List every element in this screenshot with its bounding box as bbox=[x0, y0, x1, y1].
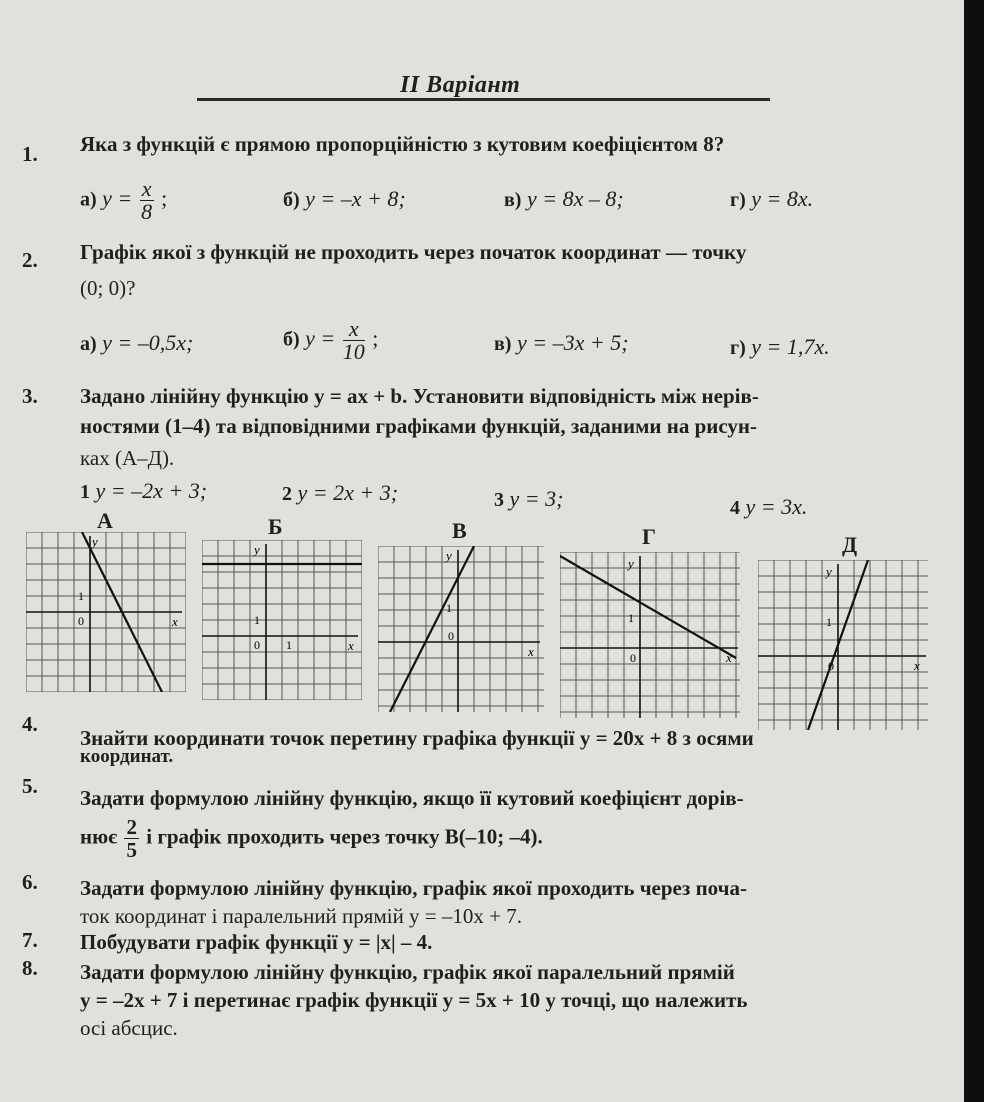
function-line bbox=[560, 556, 736, 658]
task-1-option-b bbox=[283, 186, 406, 212]
y-axis-label: y bbox=[628, 556, 634, 571]
origin-label: 0 bbox=[630, 651, 636, 665]
task-4-line-1: Знайти координати точок перетину графіка функції y = 20x + 8 з осями bbox=[80, 726, 758, 751]
task-6-line-2: ток координат і паралельний прямій y = –10x + 7. bbox=[80, 904, 522, 928]
graph-d bbox=[560, 552, 740, 718]
fraction-numerator: x bbox=[141, 176, 152, 201]
y-axis-label: y bbox=[254, 542, 260, 557]
unit-one-label: 1 bbox=[446, 601, 452, 615]
variant-title: II Варіант bbox=[400, 72, 521, 98]
graph-c bbox=[378, 546, 544, 712]
task-7-number: 7. bbox=[22, 928, 38, 952]
task-1-number: 1. bbox=[22, 142, 38, 166]
y-axis-label: y bbox=[826, 564, 832, 579]
task-3-line-3: ках (А–Д). bbox=[80, 446, 175, 470]
item-expr: y = 3; bbox=[509, 486, 564, 511]
task-1-option-c bbox=[504, 186, 624, 212]
x-axis-label: x bbox=[528, 644, 534, 659]
option-expr-post: ; bbox=[372, 325, 379, 351]
task-2-option-d bbox=[730, 334, 830, 360]
option-letter: а) bbox=[80, 333, 97, 355]
task-2-option-b bbox=[283, 318, 378, 363]
task-2-option-a bbox=[80, 330, 193, 356]
option-expr-pre: y = bbox=[102, 185, 133, 211]
x-axis-label: x bbox=[172, 614, 178, 629]
task-3-item-4 bbox=[730, 494, 807, 520]
fraction bbox=[140, 178, 154, 223]
graph-b-label: Б bbox=[268, 514, 283, 539]
origin-label: 0 bbox=[254, 638, 260, 652]
option-letter: б) bbox=[283, 189, 300, 211]
option-expr: y = –3x + 5; bbox=[516, 330, 629, 355]
graph-e bbox=[758, 560, 928, 730]
option-letter: в) bbox=[504, 189, 522, 211]
option-letter: б) bbox=[283, 328, 300, 351]
page-edge-shadow bbox=[964, 0, 984, 1102]
graph-a bbox=[26, 532, 186, 692]
task-6-number: 6. bbox=[22, 870, 38, 894]
task-3-line-2: ностями (1–4) та відповідними графіками функцій, заданими на рисун- bbox=[80, 414, 757, 438]
fraction-numerator: 2 bbox=[126, 815, 137, 839]
task-8-line-3: осі абсцис. bbox=[80, 1016, 178, 1040]
y-axis-label: y bbox=[446, 548, 452, 563]
task-8-number: 8. bbox=[22, 956, 38, 980]
option-expr-pre: y = bbox=[305, 325, 336, 351]
fraction bbox=[124, 816, 139, 861]
item-number: 1 bbox=[80, 481, 90, 503]
x-axis-label: x bbox=[348, 638, 354, 653]
grid bbox=[560, 552, 740, 718]
fraction-denominator: 5 bbox=[126, 838, 137, 862]
task-2-number: 2. bbox=[22, 248, 38, 272]
option-expr: y = –0,5x; bbox=[102, 330, 194, 355]
graph-e-label: Д bbox=[842, 532, 858, 557]
option-letter: в) bbox=[494, 333, 512, 355]
option-expr-post: ; bbox=[161, 185, 168, 211]
x-axis-label: x bbox=[914, 658, 920, 673]
item-number: 4 bbox=[730, 497, 740, 519]
origin-label: 0 bbox=[78, 614, 84, 628]
task-4-line-2: координат. bbox=[80, 746, 174, 767]
task-1-text: Яка з функцій є прямою пропорційністю з кутовим коефіцієнтом 8? bbox=[80, 132, 725, 156]
unit-one-label: 1 bbox=[254, 613, 260, 627]
item-expr: y = 2x + 3; bbox=[297, 480, 399, 505]
task-5-line-2-wrap bbox=[80, 816, 543, 861]
option-letter: г) bbox=[730, 337, 746, 359]
option-expr: y = 8x – 8; bbox=[526, 186, 624, 211]
task-8-line-1: Задати формулою лінійну функцію, графік якої паралельний прямій bbox=[80, 960, 735, 984]
task-8-line-2: y = –2x + 7 і перетинає графік функції y = 5x + 10 у точці, що належить bbox=[80, 988, 748, 1012]
unit-one-label: 1 bbox=[628, 611, 634, 625]
x-axis-label: x bbox=[726, 650, 732, 665]
option-expr: y = –x + 8; bbox=[305, 186, 406, 211]
task-2-line-2: (0; 0)? bbox=[80, 276, 136, 300]
unit-one-label: 1 bbox=[826, 615, 832, 629]
task-1-option-d bbox=[730, 186, 813, 212]
task-2-option-c bbox=[494, 330, 629, 356]
fraction-denominator: 10 bbox=[342, 339, 365, 364]
option-expr: y = 8x. bbox=[751, 186, 814, 211]
graph-d-label: Г bbox=[642, 524, 656, 549]
fraction-numerator: x bbox=[343, 318, 365, 341]
task-1-option-a bbox=[80, 178, 167, 223]
task-5-line-2: і графік проходить через точку B(–10; –4). bbox=[146, 824, 543, 849]
option-letter: г) bbox=[730, 189, 746, 211]
task-5-pre: нює bbox=[80, 824, 118, 849]
option-expr: y = 1,7x. bbox=[751, 334, 830, 359]
task-3-item-2 bbox=[282, 480, 398, 506]
task-3-item-1 bbox=[80, 478, 207, 504]
item-number: 3 bbox=[494, 489, 504, 511]
item-expr: y = 3x. bbox=[745, 494, 808, 519]
graph-a-label: А bbox=[97, 508, 113, 533]
fraction-denominator: 8 bbox=[141, 199, 153, 224]
task-5-number: 5. bbox=[22, 774, 38, 798]
option-letter: а) bbox=[80, 188, 97, 211]
task-2-line-1: Графік якої з функцій не проходить через початок координат — точку bbox=[80, 240, 747, 264]
grid bbox=[758, 560, 928, 730]
y-axis-label: y bbox=[92, 534, 98, 549]
graph-c-label: В bbox=[452, 518, 467, 543]
task-3-line-1: Задано лінійну функцію y = ax + b. Установити відповідність між нерів- bbox=[80, 384, 759, 408]
task-3-item-3 bbox=[494, 486, 563, 512]
task-6-line-1: Задати формулою лінійну функцію, графік якої проходить через поча- bbox=[80, 876, 747, 900]
graph-b bbox=[202, 540, 362, 700]
title-underline bbox=[197, 98, 770, 101]
origin-label: 0 bbox=[828, 659, 834, 673]
fraction bbox=[343, 318, 365, 363]
task-5-line-1: Задати формулою лінійну функцію, якщо її кутовий коефіцієнт дорів- bbox=[80, 786, 744, 810]
task-7-line-1: Побудувати графік функції y = |x| – 4. bbox=[80, 930, 433, 954]
task-3-number: 3. bbox=[22, 384, 38, 408]
item-number: 2 bbox=[282, 483, 292, 505]
unit-one-label: 1 bbox=[78, 589, 84, 603]
task-4-number: 4. bbox=[22, 712, 38, 736]
item-expr: y = –2x + 3; bbox=[95, 478, 208, 503]
function-line bbox=[390, 546, 474, 712]
origin-label: 0 bbox=[448, 629, 454, 643]
unit-one-x-label: 1 bbox=[286, 638, 292, 652]
